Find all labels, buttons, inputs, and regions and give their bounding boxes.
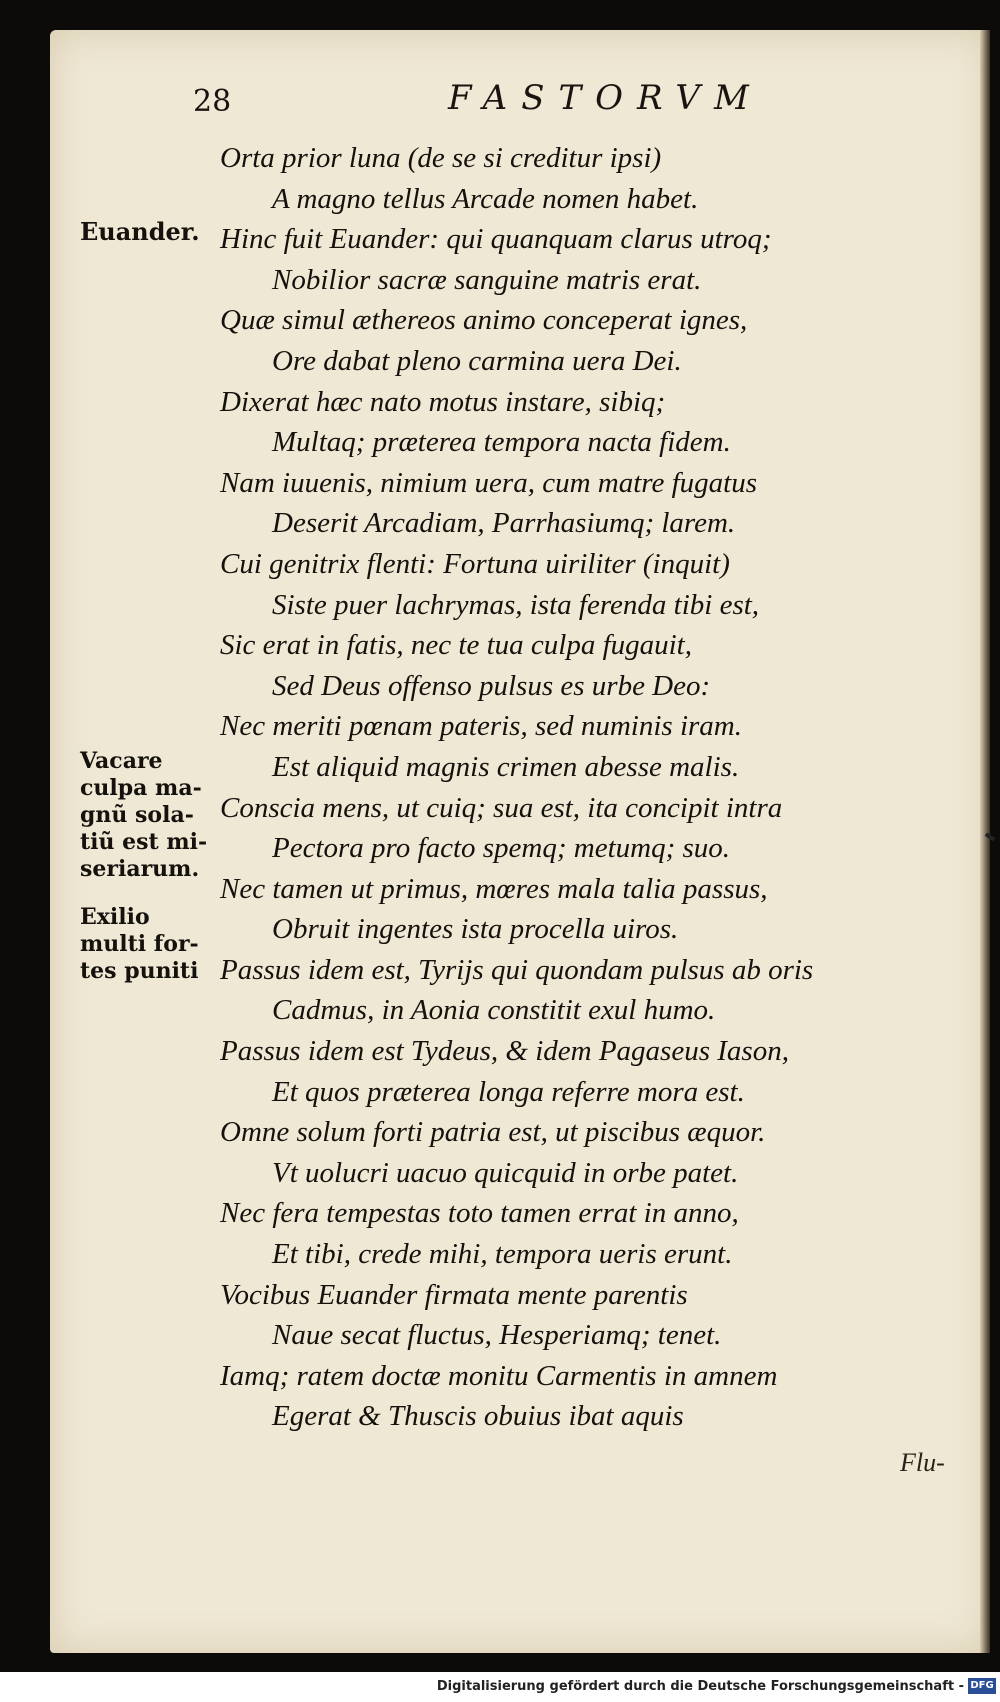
verse-line: Pectora pro facto spemq; metumq; suo. — [272, 832, 731, 865]
verse-line: Est aliquid magnis crimen abesse malis. — [272, 750, 740, 783]
margin-note-line: culpa ma- — [80, 775, 202, 801]
margin-note-line: Vacare — [80, 748, 163, 774]
margin-note-line: multi for- — [80, 931, 199, 957]
running-head: FASTORVM — [448, 78, 763, 118]
verse-line: Passus idem est Tydeus, & idem Pagaseus Iason, — [220, 1035, 789, 1068]
verse-line: Cadmus, in Aonia constitit exul humo. — [272, 994, 716, 1027]
digitization-footer — [0, 1672, 1000, 1702]
verse-line: Sed Deus offenso pulsus es urbe Deo: — [272, 669, 711, 702]
margin-note-line: tiũ est mi- — [80, 829, 208, 855]
verse-line: Cui genitrix flenti: Fortuna uiriliter (inquit) — [220, 547, 730, 580]
verse-line: Naue secat fluctus, Hesperiamq; tenet. — [272, 1319, 722, 1352]
margin-note-euander: Euander. — [80, 217, 200, 246]
verse-line: Dixerat hæc nato motus instare, sibiq; — [220, 385, 666, 418]
verse-line: Orta prior luna (de se si creditur ipsi) — [220, 142, 662, 174]
verse-line: Vocibus Euander firmata mente parentis — [220, 1278, 688, 1311]
verse-line: Quæ simul æthereos animo conceperat ignes, — [220, 304, 748, 337]
verse-line: Iamq; ratem doctæ monitu Carmentis in amnem — [220, 1359, 778, 1392]
verse-line: Nec tamen ut primus, mœres mala talia passus, — [220, 872, 768, 905]
verse-line: Nec fera tempestas toto tamen errat in anno, — [220, 1197, 739, 1230]
verse-line: Nam iuuenis, nimium uera, cum matre fugatus — [220, 466, 758, 499]
margin-note-vacare — [80, 748, 230, 883]
margin-note-line: seriarum. — [80, 856, 200, 882]
verse-line: Ore dabat pleno carmina uera Dei. — [272, 344, 682, 377]
verse-line: A magno tellus Arcade nomen habet. — [272, 182, 699, 215]
catchword: Flu- — [900, 1448, 945, 1477]
funding-credit: Digitalisierung gefördert durch die Deutsche Forschungsgemeinschaft - — [436, 1679, 964, 1694]
verse-line: Vt uolucri uacuo quicquid in orbe patet. — [272, 1156, 739, 1189]
margin-note-line: Exilio — [80, 904, 150, 930]
verse-line: Omne solum forti patria est, ut piscibus æquor. — [220, 1116, 766, 1149]
page-number: 28 — [193, 84, 232, 119]
verse-line: Nec meriti pœnam pateris, sed numinis iram. — [220, 710, 742, 743]
verse-line: Egerat & Thuscis obuius ibat aquis — [272, 1400, 684, 1433]
verse-line: Hinc fuit Euander: qui quanquam clarus utroq; — [220, 223, 772, 256]
margin-note-line: tes puniti — [80, 958, 199, 984]
page-header — [0, 62, 1000, 122]
verse-line: Deserit Arcadiam, Parrhasiumq; larem. — [272, 507, 736, 540]
dfg-logo: DFG — [968, 1678, 996, 1694]
margin-note-exilio — [80, 904, 199, 985]
verse-line: Et tibi, crede mihi, tempora ueris erunt. — [272, 1238, 733, 1271]
margin-note-line: gnũ sola- — [80, 802, 194, 828]
verse-line: Obruit ingentes ista procella uiros. — [272, 913, 679, 946]
verse-line: Multaq; præterea tempora nacta fidem. — [272, 426, 731, 459]
verse-line: Siste puer lachrymas, ista ferenda tibi est, — [272, 588, 760, 621]
verse-line: Conscia mens, ut cuiq; sua est, ita concipit intra — [220, 791, 783, 824]
verse-line: Nobilior sacræ sanguine matris erat. — [272, 263, 702, 296]
verse-line: Passus idem est, Tyrijs qui quondam pulsus ab oris — [220, 953, 814, 986]
verse-line: Et quos præterea longa referre mora est. — [272, 1075, 745, 1108]
verse-line: Sic erat in fatis, nec te tua culpa fugauit, — [220, 629, 692, 662]
